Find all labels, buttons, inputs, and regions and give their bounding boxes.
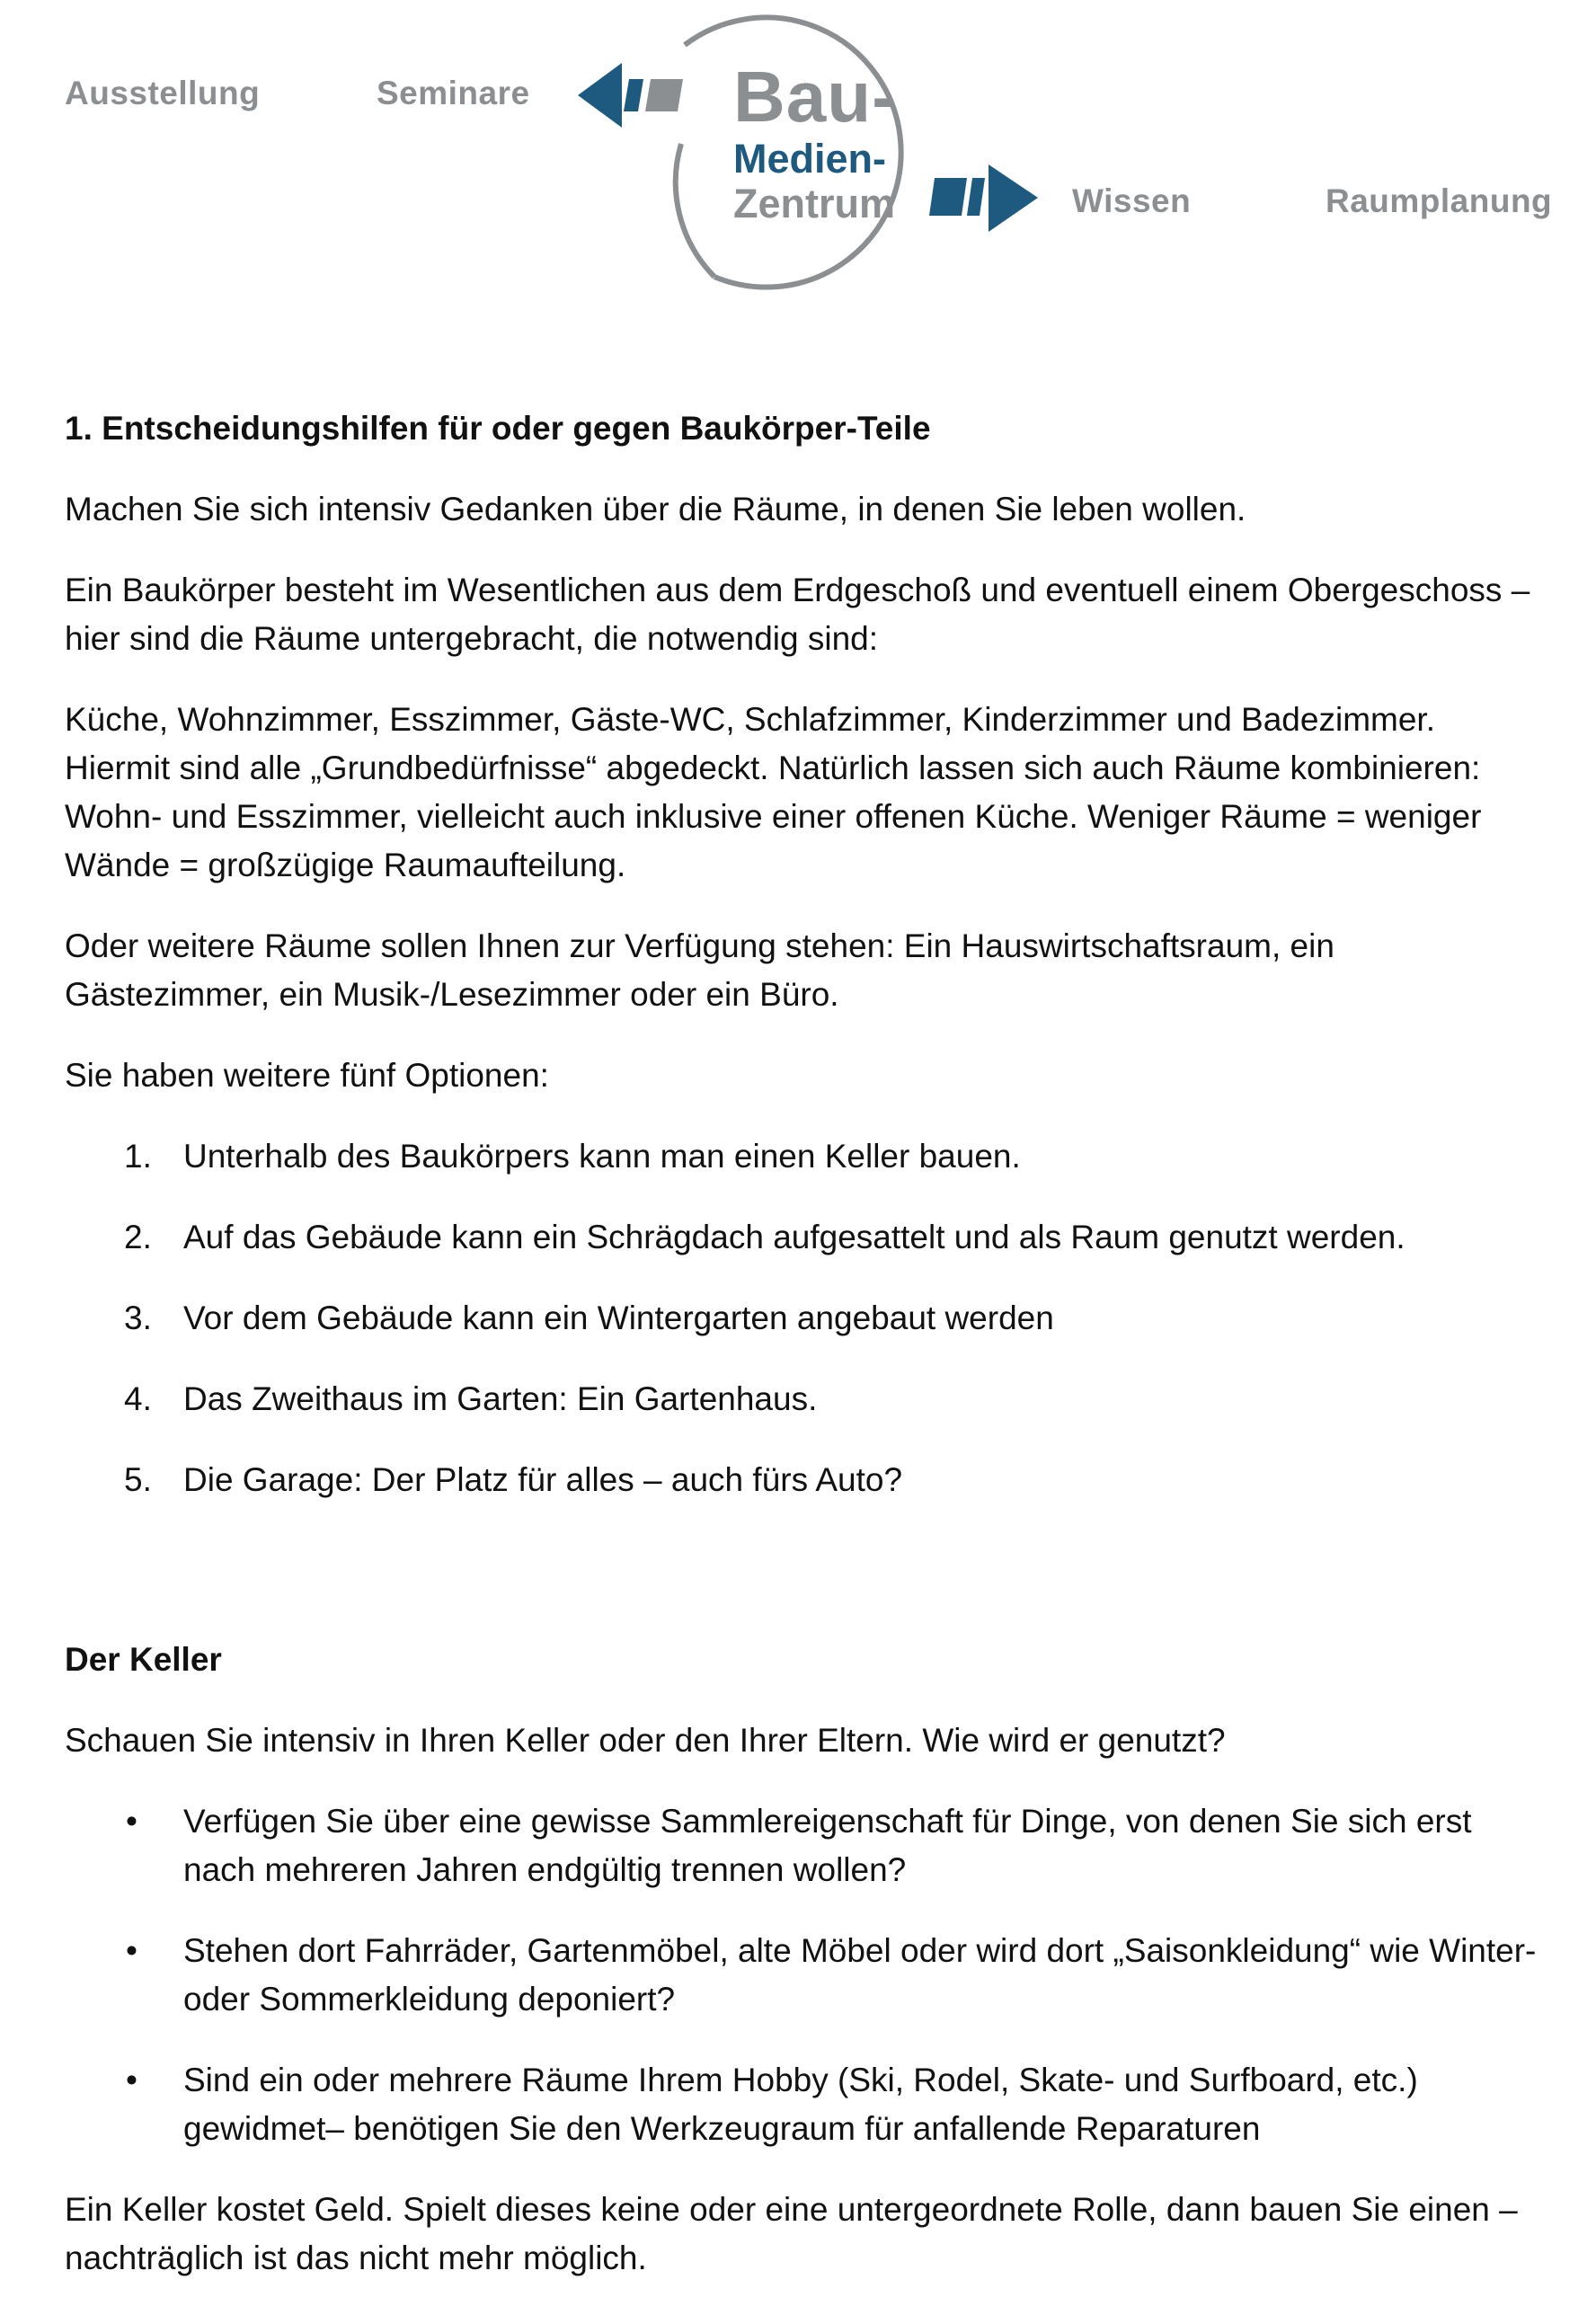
nav-raumplanung[interactable]: Raumplanung (1326, 182, 1553, 219)
paragraph: Küche, Wohnzimmer, Esszimmer, Gäste-WC, Schlafzimmer, Kinderzimmer und Badezimmer. Hiermit sind alle „Grundbedürfnisse“ abgedeckt. Natürlich lassen sich auch Räume kombinieren: Wohn- und Esszimmer, vielleicht auch inklusive einer offenen Küche. Weniger Räume = weniger Wände = großzügige Raumaufteilung. (65, 701, 1482, 883)
nav-seminare[interactable]: Seminare (377, 75, 530, 111)
option-number: 2. (124, 1219, 152, 1255)
bullet-icon: • (126, 2062, 137, 2098)
logo-text-bau: Bau- (733, 57, 897, 137)
logo-bar (645, 79, 683, 111)
option-item (65, 1132, 1538, 1181)
option-item (65, 1375, 1538, 1424)
paragraph: Oder weitere Räume sollen Ihnen zur Verfügung stehen: Ein Hauswirtschaftsraum, ein Gästezimmer, ein Musik-/Lesezimmer oder ein Büro. (65, 927, 1334, 1013)
section-heading: 1. Entscheidungshilfen für oder gegen Baukörper-Teile (65, 410, 931, 447)
logo-ring-arc-left (676, 144, 714, 277)
option-text: Vor dem Gebäude kann ein Wintergarten angebaut werden (183, 1299, 1054, 1336)
logo-bar (624, 79, 643, 111)
nav-wissen[interactable]: Wissen (1072, 182, 1192, 219)
logo-bar (967, 178, 985, 216)
logo-bar (929, 178, 967, 216)
option-text: Das Zweithaus im Garten: Ein Gartenhaus. (183, 1380, 818, 1417)
option-item (65, 1294, 1538, 1343)
bullet-icon: • (126, 1803, 137, 1840)
right-arrow-icon (989, 164, 1038, 232)
bullet-text: Sind ein oder mehrere Räume Ihrem Hobby (Ski, Rodel, Skate- und Surfboard, etc.) gewidmet– benötigen Sie den Werkzeugraum für anfallende Reparaturen (183, 2062, 1418, 2147)
logo-text-zentrum: Zentrum (733, 181, 895, 226)
option-number: 4. (124, 1380, 152, 1417)
keller-intro: Schauen Sie intensiv in Ihren Keller oder den Ihrer Eltern. Wie wird er genutzt? (65, 1722, 1226, 1759)
option-item (65, 1213, 1538, 1262)
bullet-text: Stehen dort Fahrräder, Gartenmöbel, alte Möbel oder wird dort „Saisonkleidung“ wie Winter- oder Sommerkleidung deponiert? (183, 1932, 1537, 2018)
keller-heading: Der Keller (65, 1641, 222, 1678)
keller-closing: Ein Keller kostet Geld. Spielt dieses keine oder eine untergeordnete Rolle, dann bauen Sie einen – nachträglich ist das nicht mehr möglich. (65, 2191, 1518, 2276)
section-spacer (65, 1537, 1538, 1636)
option-item (65, 1456, 1538, 1504)
keller-bullet-list (65, 1797, 1538, 2153)
option-text: Unterhalb des Baukörpers kann man einen Keller bauen. (183, 1138, 1021, 1175)
nav-ausstellung[interactable]: Ausstellung (65, 75, 261, 111)
page-header (0, 0, 1596, 306)
option-number: 1. (124, 1138, 152, 1175)
option-number: 5. (124, 1461, 152, 1498)
document-body (65, 404, 1538, 2315)
option-text: Die Garage: Der Platz für alles – auch fürs Auto? (183, 1461, 903, 1498)
bau-medien-zentrum-logo (566, 0, 1069, 297)
bullet-item (65, 1927, 1538, 2024)
option-text: Auf das Gebäude kann ein Schrägdach aufgesattelt und als Raum genutzt werden. (183, 1219, 1405, 1255)
paragraph: Machen Sie sich intensiv Gedanken über die Räume, in denen Sie leben wollen. (65, 491, 1246, 528)
bullet-item (65, 1797, 1538, 1894)
bullet-item (65, 2056, 1538, 2153)
paragraph: Ein Baukörper besteht im Wesentlichen aus dem Erdgeschoß und eventuell einem Obergeschoss – hier sind die Räume untergebracht, die notwendig sind: (65, 572, 1530, 657)
options-list (65, 1132, 1538, 1504)
option-number: 3. (124, 1299, 152, 1336)
bullet-text: Verfügen Sie über eine gewisse Sammlereigenschaft für Dinge, von denen Sie sich erst nach mehreren Jahren endgültig trennen wollen? (183, 1803, 1472, 1888)
paragraph: Sie haben weitere fünf Optionen: (65, 1057, 549, 1094)
logo-text-medien: Medien- (733, 136, 887, 182)
bullet-icon: • (126, 1932, 137, 1969)
left-arrow-icon (578, 63, 622, 128)
